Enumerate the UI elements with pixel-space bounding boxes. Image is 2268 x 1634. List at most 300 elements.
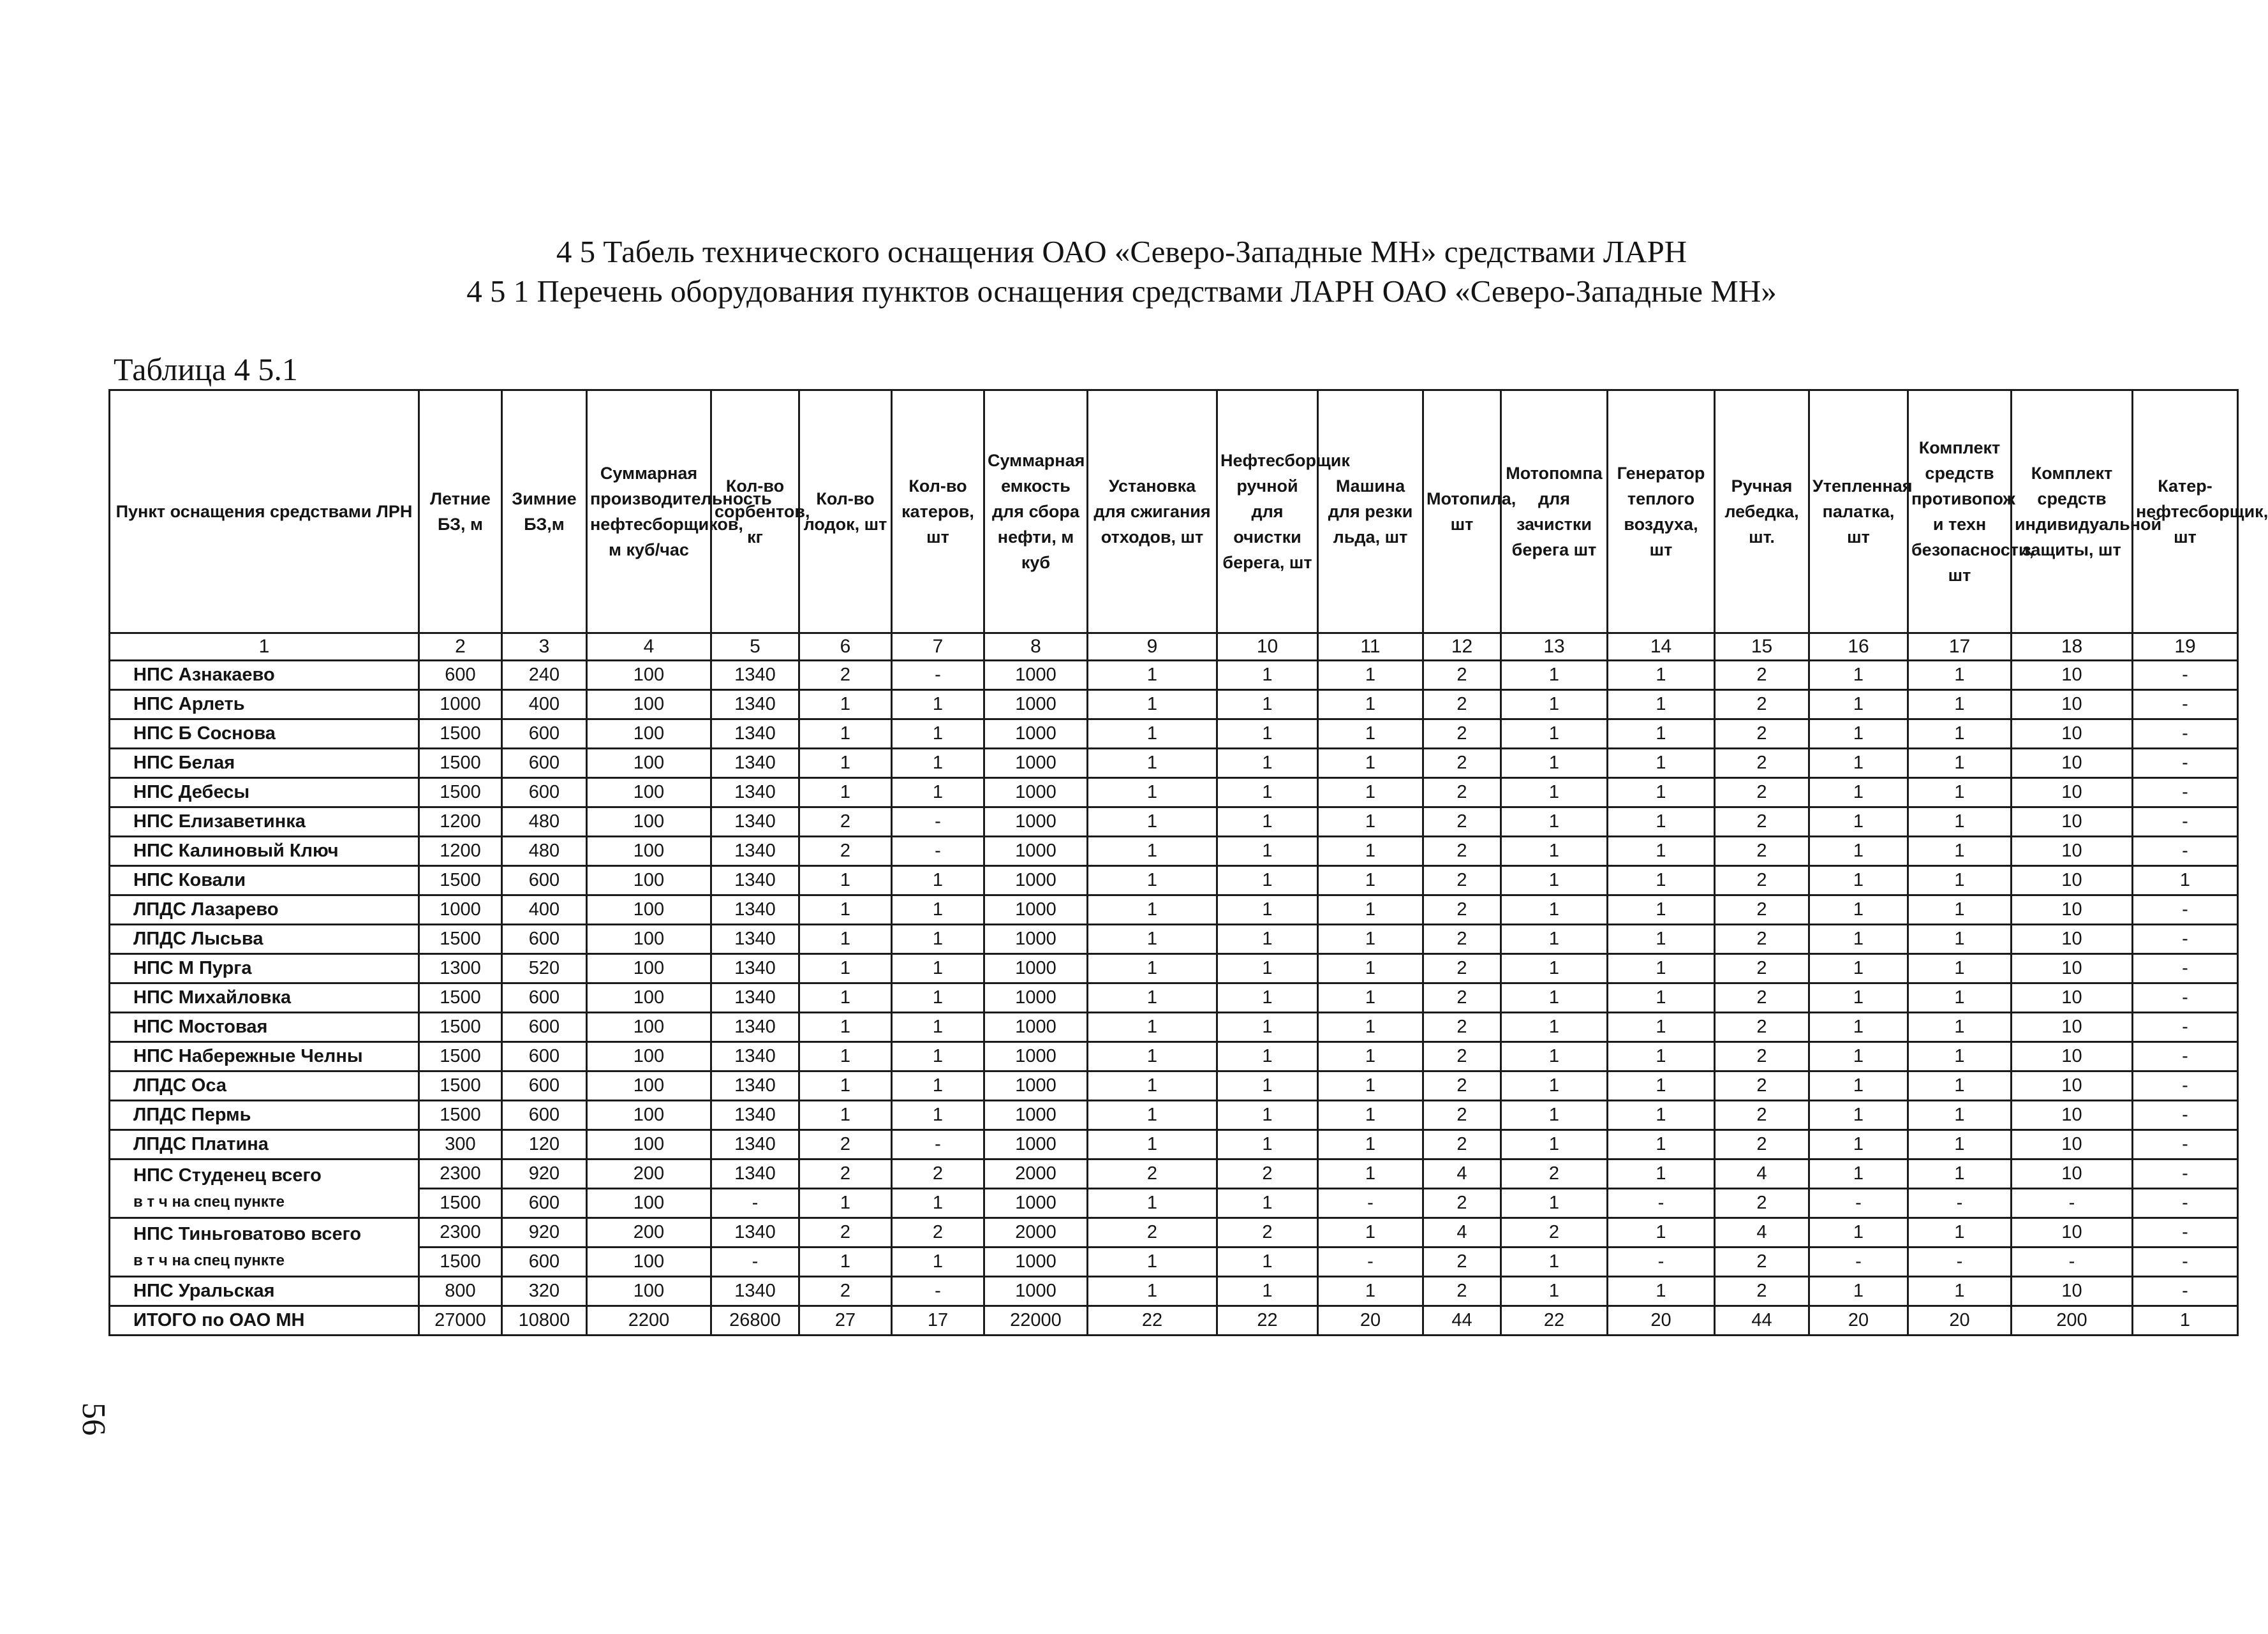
table-cell: 1 — [1318, 1042, 1423, 1071]
table-cell: 1 — [1501, 837, 1608, 866]
table-cell: 1500 — [419, 1042, 502, 1071]
table-cell: 10 — [2012, 749, 2133, 778]
table-cell: 1 — [1088, 1277, 1217, 1306]
table-cell: 1340 — [711, 807, 799, 837]
table-row — [110, 661, 2238, 690]
total-cell: 26800 — [711, 1306, 799, 1336]
table-cell: - — [2133, 983, 2238, 1013]
column-number: 6 — [799, 633, 892, 661]
table-cell: 1340 — [711, 719, 799, 749]
table-cell: 2 — [1423, 690, 1501, 719]
table-cell: 120 — [502, 1130, 587, 1159]
column-number: 11 — [1318, 633, 1423, 661]
total-cell: 22 — [1501, 1306, 1608, 1336]
header-cell: Кол-во сорбентов, кг — [711, 390, 799, 633]
table-cell: 1000 — [984, 1071, 1088, 1101]
table-cell: - — [2133, 778, 2238, 807]
table-cell: 100 — [587, 661, 711, 690]
station-name: ЛПДС Лазарево — [110, 895, 419, 925]
table-cell: 1 — [799, 1013, 892, 1042]
table-cell: 100 — [587, 1101, 711, 1130]
table-cell: 1 — [1318, 1159, 1423, 1189]
station-name: ЛПДС Пермь — [110, 1101, 419, 1130]
table-cell: 1500 — [419, 1189, 502, 1218]
table-cell: - — [2133, 1042, 2238, 1071]
table-cell: 600 — [502, 983, 587, 1013]
table-cell: 2 — [1715, 749, 1809, 778]
table-cell: 2 — [1423, 925, 1501, 954]
table-cell: 2300 — [419, 1218, 502, 1248]
table-cell: 1 — [1608, 1218, 1715, 1248]
table-cell: 2 — [1715, 837, 1809, 866]
table-cell: 2 — [1423, 1042, 1501, 1071]
total-cell: 44 — [1715, 1306, 1809, 1336]
table-cell: 1 — [1908, 866, 2012, 895]
table-cell: 480 — [502, 837, 587, 866]
table-cell: - — [1608, 1189, 1715, 1218]
table-cell: 2000 — [984, 1218, 1088, 1248]
table-cell: 1 — [892, 1101, 984, 1130]
table-cell: 1340 — [711, 866, 799, 895]
total-cell: 20 — [1809, 1306, 1908, 1336]
station-name: НПС Студенец всего — [133, 1165, 322, 1186]
table-cell: 1340 — [711, 1159, 799, 1189]
table-cell: 2 — [1423, 983, 1501, 1013]
table-cell: 1 — [1501, 1101, 1608, 1130]
table-cell: 2 — [1423, 749, 1501, 778]
table-cell: 1000 — [984, 1189, 1088, 1218]
table-cell: 1 — [1809, 1042, 1908, 1071]
total-cell: 22000 — [984, 1306, 1088, 1336]
table-cell: 1 — [1908, 983, 2012, 1013]
table-cell: 2 — [1423, 1101, 1501, 1130]
table-cell: 1 — [1501, 719, 1608, 749]
table-cell: 1500 — [419, 1248, 502, 1277]
table-cell: 1 — [892, 895, 984, 925]
table-cell: 1 — [1217, 690, 1318, 719]
table-row — [110, 1101, 2238, 1130]
table-cell: 1 — [1088, 719, 1217, 749]
table-cell: 1 — [1318, 1277, 1423, 1306]
total-cell: 27 — [799, 1306, 892, 1336]
table-cell: 1340 — [711, 1013, 799, 1042]
table-cell: 1 — [1608, 1071, 1715, 1101]
table-cell: - — [1908, 1189, 2012, 1218]
table-cell: 2 — [1423, 837, 1501, 866]
table-cell: 100 — [587, 719, 711, 749]
table-cell: 1 — [1908, 1013, 2012, 1042]
table-cell: 10 — [2012, 1071, 2133, 1101]
table-cell: 1 — [1318, 719, 1423, 749]
table-row — [110, 837, 2238, 866]
table-row-group-special — [110, 1189, 2238, 1218]
table-cell: 10 — [2012, 895, 2133, 925]
table-cell: - — [2133, 1159, 2238, 1189]
table-cell: 100 — [587, 1130, 711, 1159]
table-cell: 1340 — [711, 1218, 799, 1248]
table-cell: 2 — [892, 1159, 984, 1189]
table-cell: 100 — [587, 1071, 711, 1101]
table-cell: 1 — [1809, 1130, 1908, 1159]
table-cell: 1 — [1809, 895, 1908, 925]
table-cell: 1 — [1318, 954, 1423, 983]
table-cell: 4 — [1423, 1159, 1501, 1189]
header-cell: Летние БЗ, м — [419, 390, 502, 633]
table-cell: - — [1318, 1189, 1423, 1218]
table-cell: 1 — [1501, 1042, 1608, 1071]
total-cell: 22 — [1088, 1306, 1217, 1336]
page-number: 56 — [75, 1402, 112, 1436]
table-cell: 100 — [587, 1248, 711, 1277]
table-cell: 600 — [502, 1101, 587, 1130]
table-cell: 200 — [587, 1218, 711, 1248]
total-cell: 20 — [1908, 1306, 2012, 1336]
table-cell: 2 — [892, 1218, 984, 1248]
column-number: 16 — [1809, 633, 1908, 661]
station-name-group — [110, 1159, 419, 1218]
table-cell: 4 — [1715, 1218, 1809, 1248]
table-cell: 2 — [1423, 661, 1501, 690]
table-cell: 100 — [587, 1189, 711, 1218]
table-cell: 2 — [1217, 1159, 1318, 1189]
table-cell: 100 — [587, 807, 711, 837]
table-cell: 10 — [2012, 925, 2133, 954]
header-cell: Установка для сжигания отходов, шт — [1088, 390, 1217, 633]
header-cell: Утепленная палатка, шт — [1809, 390, 1908, 633]
table-cell: 600 — [502, 1071, 587, 1101]
table-cell: 2 — [1715, 661, 1809, 690]
table-cell: 1200 — [419, 837, 502, 866]
table-cell: 1 — [1608, 895, 1715, 925]
header-cell: Нефтесборщик ручной для очистки берега, шт — [1217, 390, 1318, 633]
table-row-group-special — [110, 1248, 2238, 1277]
table-cell: - — [1318, 1248, 1423, 1277]
table-cell: 1 — [1217, 661, 1318, 690]
total-cell: 20 — [1608, 1306, 1715, 1336]
total-cell: 44 — [1423, 1306, 1501, 1336]
table-cell: 1340 — [711, 895, 799, 925]
table-row — [110, 807, 2238, 837]
table-cell: 1 — [799, 983, 892, 1013]
table-cell: 100 — [587, 983, 711, 1013]
table-cell: 1 — [1809, 661, 1908, 690]
table-cell: 1 — [1501, 895, 1608, 925]
total-label: ИТОГО по ОАО МН — [110, 1306, 419, 1336]
table-cell: - — [711, 1248, 799, 1277]
station-name: НПС Ковали — [110, 866, 419, 895]
table-cell: 1 — [1318, 690, 1423, 719]
table-cell: 1 — [1908, 1277, 2012, 1306]
station-subname: в т ч на спец пункте — [133, 1251, 285, 1269]
column-number: 3 — [502, 633, 587, 661]
station-name: ЛПДС Лысьва — [110, 925, 419, 954]
table-cell: 1 — [1608, 925, 1715, 954]
table-cell: 10 — [2012, 690, 2133, 719]
station-name: НПС Михайловка — [110, 983, 419, 1013]
table-cell: 1 — [1088, 983, 1217, 1013]
table-cell: 1500 — [419, 925, 502, 954]
station-name: НПС Калиновый Ключ — [110, 837, 419, 866]
station-name: НПС Елизаветинка — [110, 807, 419, 837]
table-cell: 1 — [1318, 807, 1423, 837]
table-cell: 1 — [1088, 749, 1217, 778]
header-cell: Генератор теплого воздуха, шт — [1608, 390, 1715, 633]
table-row — [110, 983, 2238, 1013]
header-cell: Мотопила, шт — [1423, 390, 1501, 633]
table-cell: 1 — [1088, 1189, 1217, 1218]
table-cell: 1 — [1088, 1013, 1217, 1042]
table-cell: 1 — [1908, 1042, 2012, 1071]
table-cell: 2 — [799, 1277, 892, 1306]
table-cell: 1000 — [984, 1130, 1088, 1159]
table-cell: 1000 — [984, 1013, 1088, 1042]
table-cell: 2 — [1088, 1218, 1217, 1248]
table-cell: 1 — [1088, 1071, 1217, 1101]
header-cell: Катер-нефтесборщик, шт — [2133, 390, 2238, 633]
table-cell: 1 — [1501, 925, 1608, 954]
table-cell: 100 — [587, 1013, 711, 1042]
table-cell: 1 — [1217, 1013, 1318, 1042]
table-cell: 2 — [1501, 1218, 1608, 1248]
table-cell: 1 — [1217, 866, 1318, 895]
table-cell: 1000 — [419, 895, 502, 925]
table-cell: 2 — [1423, 1130, 1501, 1159]
table-cell: 200 — [587, 1159, 711, 1189]
table-cell: 1 — [799, 1189, 892, 1218]
station-name: НПС Мостовая — [110, 1013, 419, 1042]
table-cell: 1500 — [419, 719, 502, 749]
table-cell: 1 — [892, 1189, 984, 1218]
table-cell: 1 — [892, 983, 984, 1013]
table-cell: 1 — [1608, 954, 1715, 983]
table-cell: 10 — [2012, 719, 2133, 749]
table-cell: 2 — [1217, 1218, 1318, 1248]
table-cell: - — [1809, 1248, 1908, 1277]
table-row — [110, 1042, 2238, 1071]
table-cell: 1 — [1318, 1101, 1423, 1130]
table-cell: 1 — [1608, 1013, 1715, 1042]
table-body — [110, 633, 2238, 1336]
table-cell: 1000 — [984, 954, 1088, 983]
table-cell: 4 — [1423, 1218, 1501, 1248]
table-cell: 1 — [1088, 837, 1217, 866]
table-cell: 100 — [587, 866, 711, 895]
station-name: НПС Азнакаево — [110, 661, 419, 690]
table-cell: 2 — [1715, 1101, 1809, 1130]
table-cell: 1 — [799, 749, 892, 778]
table-cell: 1 — [1088, 661, 1217, 690]
table-cell: 1 — [1809, 749, 1908, 778]
table-cell: 240 — [502, 661, 587, 690]
column-number: 18 — [2012, 633, 2133, 661]
table-row — [110, 925, 2238, 954]
table-cell: 600 — [502, 1248, 587, 1277]
table-cell: 600 — [419, 661, 502, 690]
table-cell: 2 — [799, 661, 892, 690]
table-cell: 1 — [1809, 1071, 1908, 1101]
table-row — [110, 719, 2238, 749]
table-cell: 1 — [2133, 866, 2238, 895]
table-cell: 1 — [1608, 719, 1715, 749]
table-cell: 1000 — [984, 778, 1088, 807]
table-cell: 1 — [1217, 895, 1318, 925]
table-cell: - — [2133, 719, 2238, 749]
column-number: 17 — [1908, 633, 2012, 661]
table-cell: 1340 — [711, 749, 799, 778]
table-cell: 1 — [1318, 661, 1423, 690]
table-cell: 600 — [502, 719, 587, 749]
station-name: ЛПДС Платина — [110, 1130, 419, 1159]
table-cell: 2 — [1423, 719, 1501, 749]
table-cell: 520 — [502, 954, 587, 983]
table-cell: 100 — [587, 778, 711, 807]
table-cell: 1 — [1318, 1071, 1423, 1101]
table-cell: 1 — [1217, 807, 1318, 837]
table-cell: 1 — [1501, 690, 1608, 719]
table-cell: - — [2133, 1071, 2238, 1101]
table-cell: 1 — [1217, 778, 1318, 807]
table-row — [110, 690, 2238, 719]
table-cell: 1 — [1809, 954, 1908, 983]
table-cell: 600 — [502, 1189, 587, 1218]
table-cell: 1500 — [419, 1101, 502, 1130]
table-cell: 1 — [1217, 1189, 1318, 1218]
table-cell: 1 — [892, 866, 984, 895]
station-name-group — [110, 1218, 419, 1277]
table-cell: 1 — [1318, 925, 1423, 954]
table-cell: 1 — [1809, 1159, 1908, 1189]
table-cell: 2 — [1715, 1277, 1809, 1306]
column-number: 7 — [892, 633, 984, 661]
station-name: НПС Набережные Челны — [110, 1042, 419, 1071]
table-cell: 1 — [1501, 749, 1608, 778]
table-cell: 1 — [1501, 778, 1608, 807]
table-cell: 1 — [1217, 925, 1318, 954]
table-cell: 1 — [799, 1101, 892, 1130]
header-cell: Кол-во лодок, шт — [799, 390, 892, 633]
table-cell: 1000 — [984, 661, 1088, 690]
table-cell: - — [1608, 1248, 1715, 1277]
column-number: 2 — [419, 633, 502, 661]
table-cell: - — [892, 837, 984, 866]
table-row — [110, 895, 2238, 925]
header-cell: Комплект средств противопож и техн безопасности, шт — [1908, 390, 2012, 633]
table-cell: 1 — [1809, 1013, 1908, 1042]
header-cell: Суммарная производительность нефтесборщиков, м куб/час — [587, 390, 711, 633]
header-cell: Кол-во катеров, шт — [892, 390, 984, 633]
table-cell: 1 — [1217, 719, 1318, 749]
table-cell: 1340 — [711, 1277, 799, 1306]
table-cell: - — [2133, 1013, 2238, 1042]
table-cell: 1 — [1908, 807, 2012, 837]
header-cell: Комплект средств индивидуальной защиты, шт — [2012, 390, 2133, 633]
table-cell: 1000 — [984, 690, 1088, 719]
table-cell: 1340 — [711, 837, 799, 866]
table-cell: 2 — [1423, 778, 1501, 807]
table-row — [110, 1277, 2238, 1306]
table-cell: 600 — [502, 778, 587, 807]
column-number: 1 — [110, 633, 419, 661]
table-cell: 1500 — [419, 983, 502, 1013]
table-cell: 2 — [1715, 866, 1809, 895]
table-cell: 2 — [1715, 778, 1809, 807]
table-cell: 2 — [1423, 895, 1501, 925]
table-cell: 1 — [1088, 866, 1217, 895]
table-cell: 1 — [1608, 866, 1715, 895]
table-cell: 1 — [1318, 866, 1423, 895]
station-name: НПС Тиньговатово всего — [133, 1223, 362, 1244]
station-name: ЛПДС Оса — [110, 1071, 419, 1101]
table-cell: - — [892, 807, 984, 837]
table-cell: 2 — [1715, 1130, 1809, 1159]
station-subname: в т ч на спец пункте — [133, 1193, 285, 1211]
table-cell: 1 — [1088, 1248, 1217, 1277]
table-cell: 1500 — [419, 866, 502, 895]
table-cell: 1 — [892, 690, 984, 719]
table-cell: 2 — [799, 807, 892, 837]
table-cell: 10 — [2012, 778, 2133, 807]
table-cell: - — [892, 1277, 984, 1306]
table-cell: 1000 — [984, 1101, 1088, 1130]
table-cell: 1 — [892, 925, 984, 954]
table-cell: 2 — [1715, 895, 1809, 925]
table-cell: 2 — [1423, 807, 1501, 837]
total-cell: 17 — [892, 1306, 984, 1336]
table-cell: 2 — [1423, 1189, 1501, 1218]
table-cell: 1340 — [711, 1042, 799, 1071]
table-cell: - — [2133, 661, 2238, 690]
table-cell: 2300 — [419, 1159, 502, 1189]
table-cell: 1 — [1908, 1071, 2012, 1101]
table-cell: 1 — [1088, 1101, 1217, 1130]
table-cell: 1000 — [984, 983, 1088, 1013]
table-cell: - — [2133, 895, 2238, 925]
table-cell: - — [2133, 837, 2238, 866]
table-cell: 600 — [502, 1042, 587, 1071]
table-cell: 1500 — [419, 1071, 502, 1101]
table-cell: 1 — [1088, 690, 1217, 719]
table-cell: 1 — [1809, 778, 1908, 807]
table-cell: 1 — [1908, 895, 2012, 925]
table-cell: 1 — [892, 1042, 984, 1071]
table-cell: 1 — [1608, 778, 1715, 807]
table-cell: 10 — [2012, 954, 2133, 983]
column-number: 5 — [711, 633, 799, 661]
column-number-row — [110, 633, 2238, 661]
table-cell: 1000 — [984, 719, 1088, 749]
table-cell: 2 — [1423, 954, 1501, 983]
table-cell: 1 — [1217, 1101, 1318, 1130]
total-cell: 27000 — [419, 1306, 502, 1336]
table-cell: 1 — [1318, 1013, 1423, 1042]
table-cell: 1 — [1088, 1130, 1217, 1159]
table-cell: 1 — [1217, 1071, 1318, 1101]
table-cell: 1 — [1809, 1277, 1908, 1306]
total-cell: 10800 — [502, 1306, 587, 1336]
table-cell: 1000 — [984, 1042, 1088, 1071]
table-cell: 2 — [1715, 1248, 1809, 1277]
table-row-group-total — [110, 1218, 2238, 1248]
table-row — [110, 866, 2238, 895]
table-cell: 10 — [2012, 1130, 2133, 1159]
table-cell: 1 — [1318, 778, 1423, 807]
column-number: 10 — [1217, 633, 1318, 661]
table-cell: 2 — [1088, 1159, 1217, 1189]
header-cell: Суммарная емкость для сбора нефти, м куб — [984, 390, 1088, 633]
column-number: 12 — [1423, 633, 1501, 661]
table-cell: - — [2012, 1248, 2133, 1277]
column-number: 4 — [587, 633, 711, 661]
